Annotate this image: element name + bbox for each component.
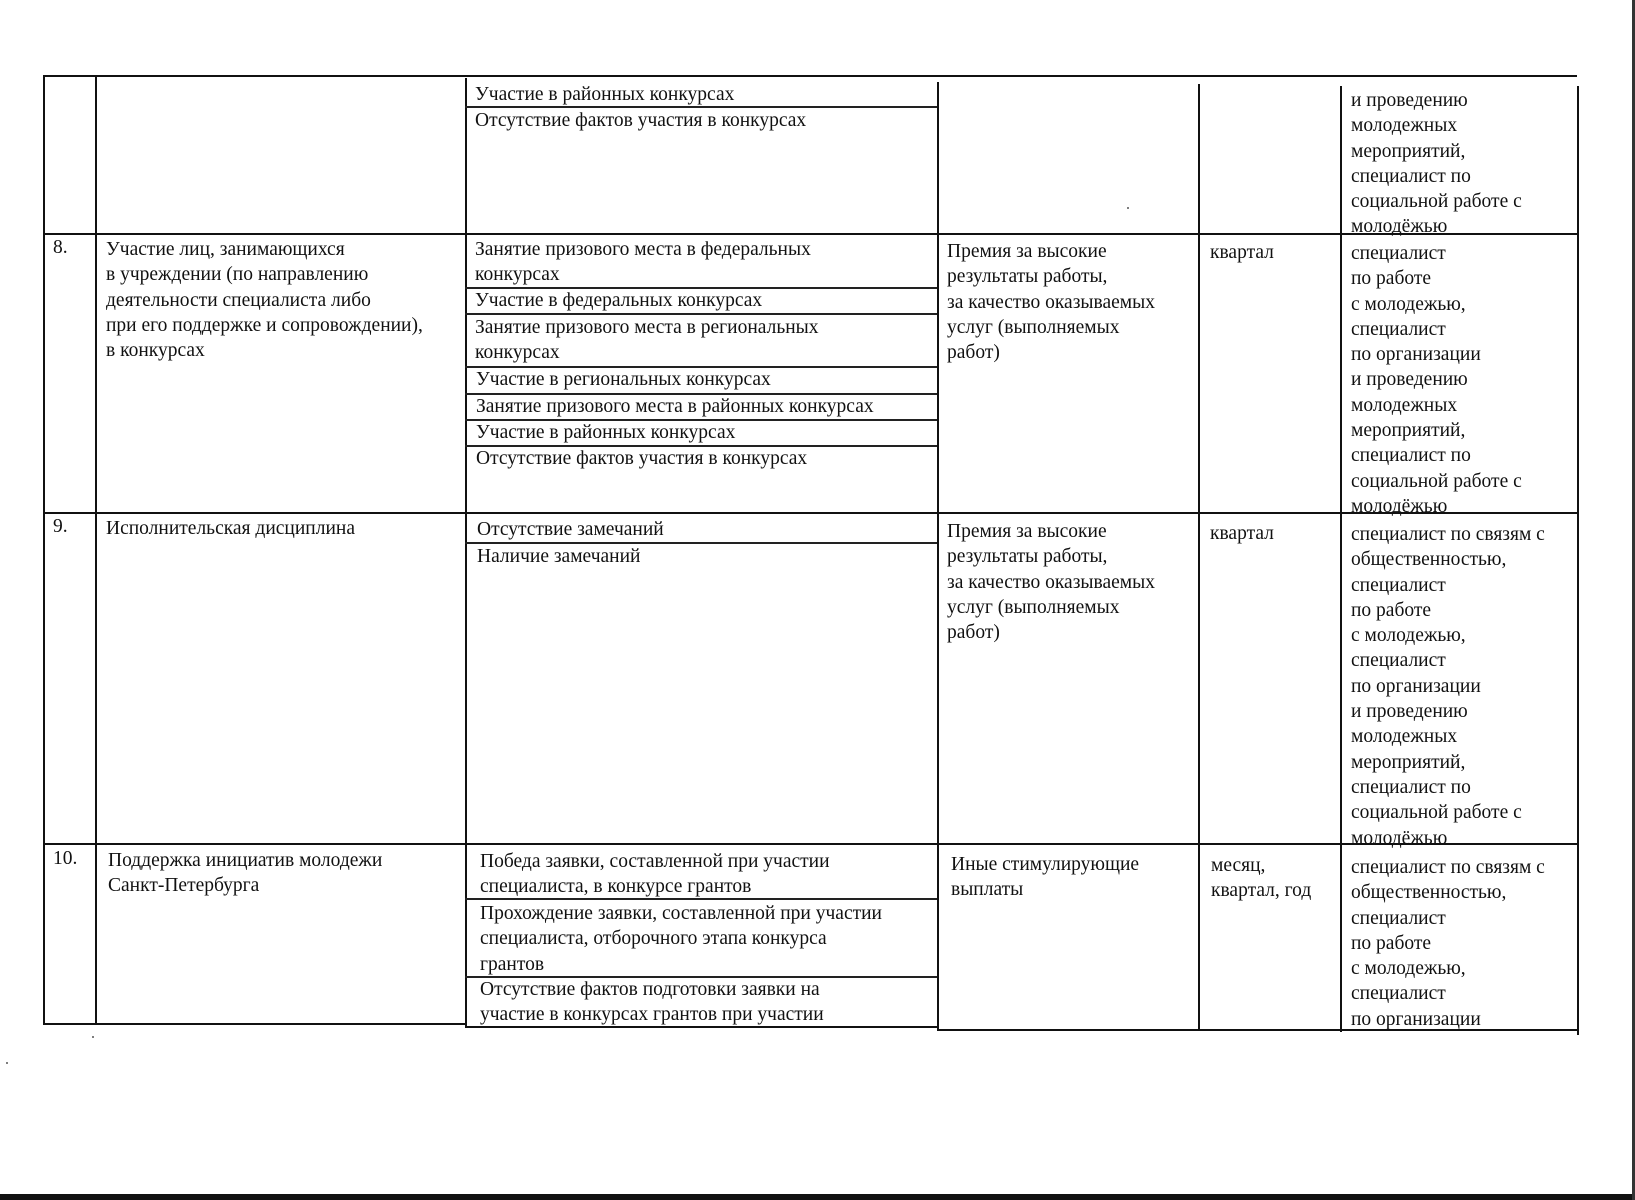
column-divider-payment xyxy=(1198,84,1200,1031)
criteria-item: Занятие призового места в районных конкурсах xyxy=(476,396,874,417)
row-number: 9. xyxy=(53,516,68,537)
column-divider-period xyxy=(1340,86,1342,1032)
criteria-item: Отсутствие замечаний xyxy=(477,519,664,540)
responsible-cell: и проведению молодежных мероприятий, специалист по социальной работе с молодёжью xyxy=(1351,90,1522,238)
indicator-cell: Поддержка инициатив молодежи Санкт-Петербурга xyxy=(108,850,383,897)
criteria-item: Прохождение заявки, составленной при участии специалиста, отборочного этапа конкурса грантов xyxy=(480,903,882,975)
row-number: 8. xyxy=(53,237,68,258)
scan-speck xyxy=(92,1036,94,1038)
payment-type-cell: Иные стимулирующие выплаты xyxy=(951,854,1140,901)
table-border-left xyxy=(43,76,45,1024)
payment-type-cell: Премия за высокие результаты работы, за качество оказываемых услуг (выполняемых работ) xyxy=(947,241,1155,364)
table-border-right xyxy=(1577,86,1579,1035)
row-divider-10 xyxy=(43,843,1577,845)
table-border-top xyxy=(43,75,1577,77)
column-divider-number xyxy=(95,76,97,1024)
table-border-bottom-left xyxy=(43,1023,467,1025)
criteria-item: Участие в федеральных конкурсах xyxy=(475,290,763,311)
responsible-cell: специалист по связям с общественностью, специалист по работе с молодежью, специалист по организации xyxy=(1351,857,1545,1030)
indicator-cell: Исполнительская дисциплина xyxy=(106,518,355,539)
column-divider-criteria xyxy=(937,82,939,1029)
period-cell: месяц, квартал, год xyxy=(1211,855,1312,902)
criteria-item: Участие в районных конкурсах xyxy=(476,422,736,443)
column-divider-indicator xyxy=(465,78,467,1028)
criteria-item: Занятие призового места в региональных конкурсах xyxy=(475,317,819,364)
criteria-item: Занятие призового места в федеральных конкурсах xyxy=(475,239,811,286)
scan-speck xyxy=(1127,207,1129,209)
criteria-item: Отсутствие фактов участия в конкурсах xyxy=(475,110,807,131)
row-divider-9 xyxy=(43,512,1577,514)
row-divider-8 xyxy=(43,233,1577,235)
responsible-cell: специалист по связям с общественностью, специалист по работе с молодежью, специалист по организации и проведению молодежных мероприятий, специалист по социальной работе с молодёжью xyxy=(1351,524,1545,849)
responsible-cell: специалист по работе с молодежью, специалист по организации и проведению молодежных мероприятий, специалист по социальной работе с молодёжью xyxy=(1351,243,1522,517)
period-cell: квартал xyxy=(1210,242,1274,263)
criteria-item: Отсутствие фактов подготовки заявки на участие в конкурсах грантов при участии xyxy=(480,979,824,1026)
period-cell: квартал xyxy=(1210,523,1274,544)
criteria-item: Участие в районных конкурсах xyxy=(475,84,735,105)
payment-type-cell: Премия за высокие результаты работы, за качество оказываемых услуг (выполняемых работ) xyxy=(947,521,1155,644)
scan-speck xyxy=(6,1062,8,1064)
criteria-item: Победа заявки, составленной при участии специалиста, в конкурсе грантов xyxy=(480,851,830,898)
scan-bottom-edge xyxy=(0,1194,1635,1200)
criteria-item: Участие в региональных конкурсах xyxy=(476,369,771,390)
indicator-cell: Участие лиц, занимающихся в учреждении (по направлению деятельности специалиста либо при его поддержке и сопровождении), в конкурсах xyxy=(106,239,423,362)
row-number: 10. xyxy=(53,848,78,869)
criteria-item: Наличие замечаний xyxy=(477,546,641,567)
criteria-item: Отсутствие фактов участия в конкурсах xyxy=(476,448,808,469)
